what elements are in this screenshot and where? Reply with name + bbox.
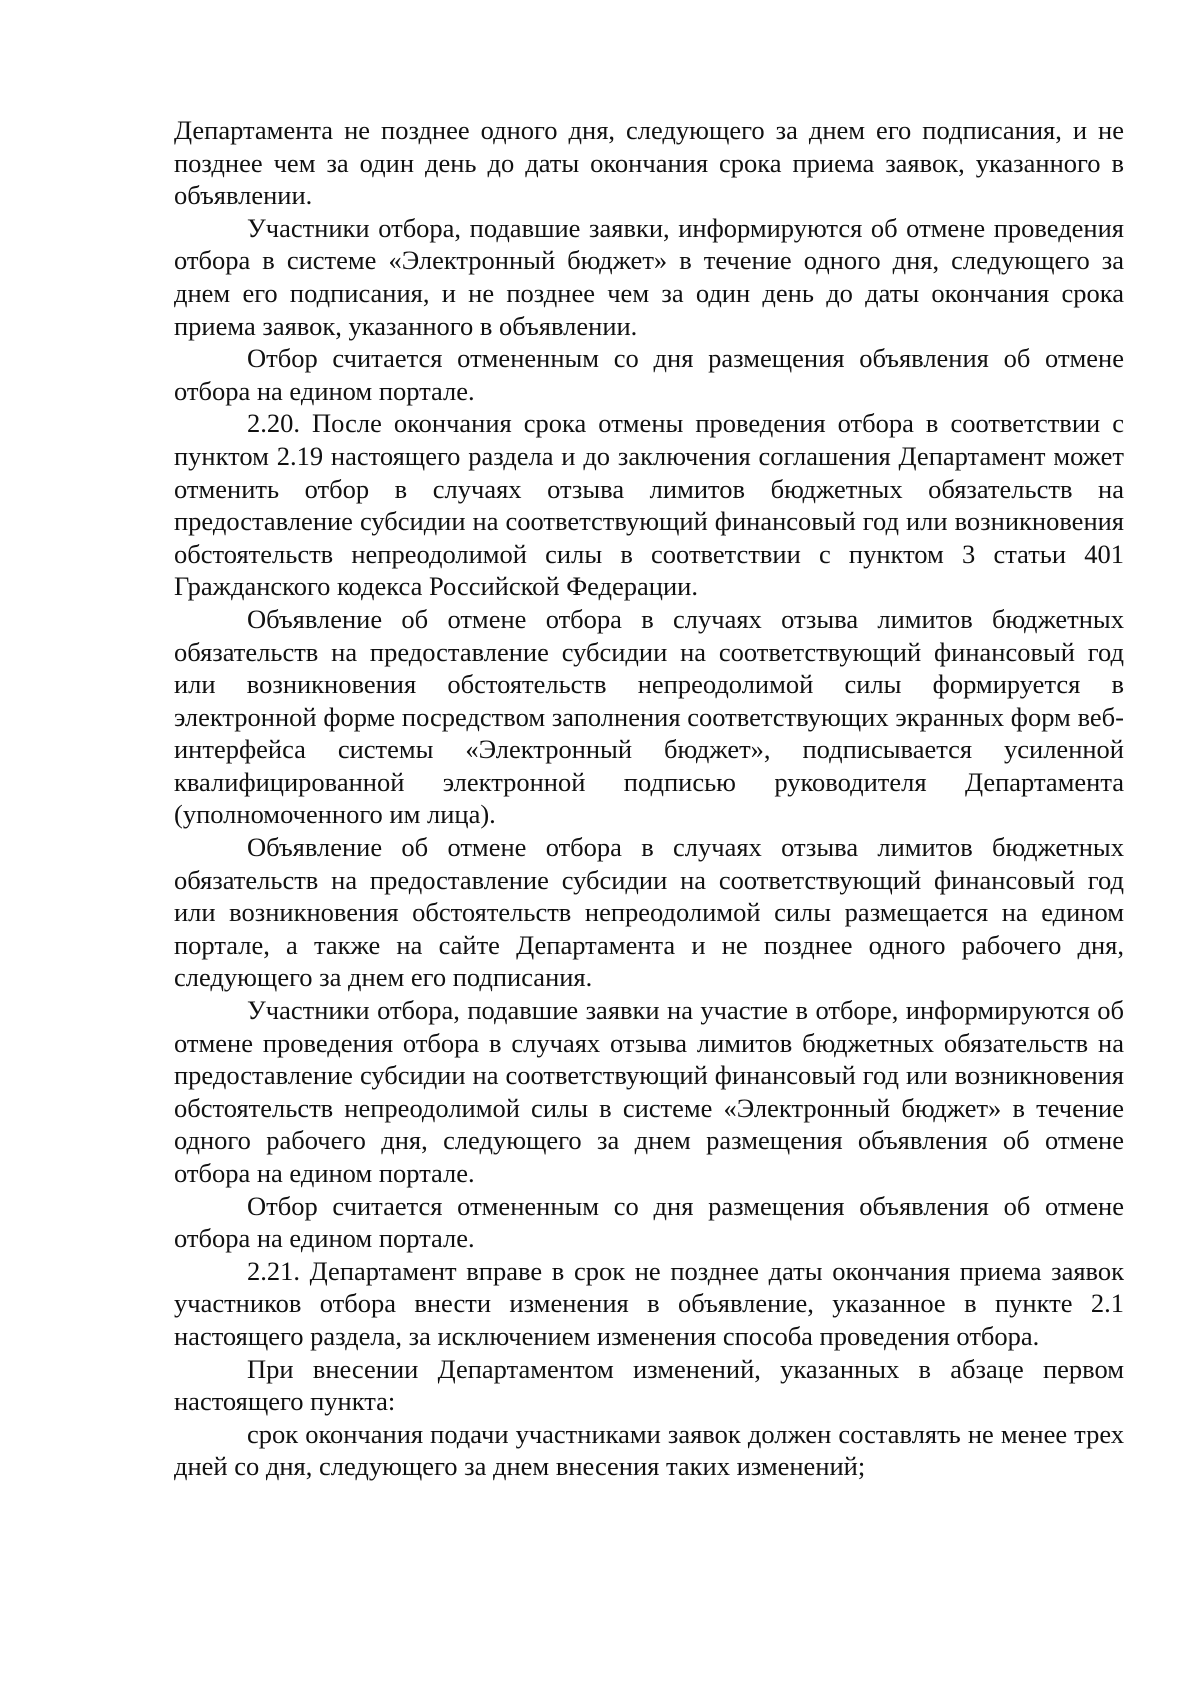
paragraph: Объявление об отмене отбора в случаях отзыва лимитов бюджетных обязательств на предоставление субсидии на соответствующий финансовый год или возникновения обстоятельств непреодолимой силы формируется в электронной форме посредством заполнения соответствующих экранных форм веб-интерфейса системы «Электронный бюджет», подписывается усиленной квалифицированной электронной подписью руководителя Департамента (уполномоченного им лица). [174,603,1124,830]
paragraph: Отбор считается отмененным со дня размещения объявления об отмене отбора на едином портале. [174,343,1124,406]
paragraph: 2.20. После окончания срока отмены проведения отбора в соответствии с пунктом 2.19 настоящего раздела и до заключения соглашения Департамент может отменить отбор в случаях отзыва лимитов бюджетных обязательств на предоставление субсидии на соответствующий финансовый год или возникновения обстоятельств непреодолимой силы в соответствии с пунктом 3 статьи 401 Гражданского кодекса Российской Федерации. [174,408,1124,602]
paragraph: срок окончания подачи участниками заявок должен составлять не менее трех дней со дня, следующего за днем внесения таких изменений; [174,1418,1124,1482]
paragraph: Участники отбора, подавшие заявки, информируются об отмене проведения отбора в системе «Электронный бюджет» в течение одного дня, следующего за днем его подписания, и не позднее чем за один день до даты окончания срока приема заявок, указанного в объявлении. [174,212,1124,341]
paragraph: Участники отбора, подавшие заявки на участие в отборе, информируются об отмене проведения отбора в случаях отзыва лимитов бюджетных обязательств на предоставление субсидии на соответствующий финансовый год или возникновения обстоятельств непреодолимой силы в системе «Электронный бюджет» в течение одного рабочего дня, следующего за днем размещения объявления об отмене отбора на едином портале. [174,995,1124,1188]
paragraph: Объявление об отмене отбора в случаях отзыва лимитов бюджетных обязательств на предоставление субсидии на соответствующий финансовый год или возникновения обстоятельств непреодолимой силы размещается на едином портале, а также на сайте Департамента и не позднее одного рабочего дня, следующего за днем его подписания. [174,832,1124,993]
paragraph: Отбор считается отмененным со дня размещения объявления об отмене отбора на едином портале. [174,1190,1124,1254]
document-body [174,114,1124,1483]
paragraph: Департамента не позднее одного дня, следующего за днем его подписания, и не позднее чем за один день до даты окончания срока приема заявок, указанного в объявлении. [174,115,1124,211]
paragraph: При внесении Департаментом изменений, указанных в абзаце первом настоящего пункта: [174,1353,1124,1417]
paragraph: 2.21. Департамент вправе в срок не позднее даты окончания приема заявок участников отбора внести изменения в объявление, указанное в пункте 2.1 настоящего раздела, за исключением изменения способа проведения отбора. [174,1255,1124,1351]
